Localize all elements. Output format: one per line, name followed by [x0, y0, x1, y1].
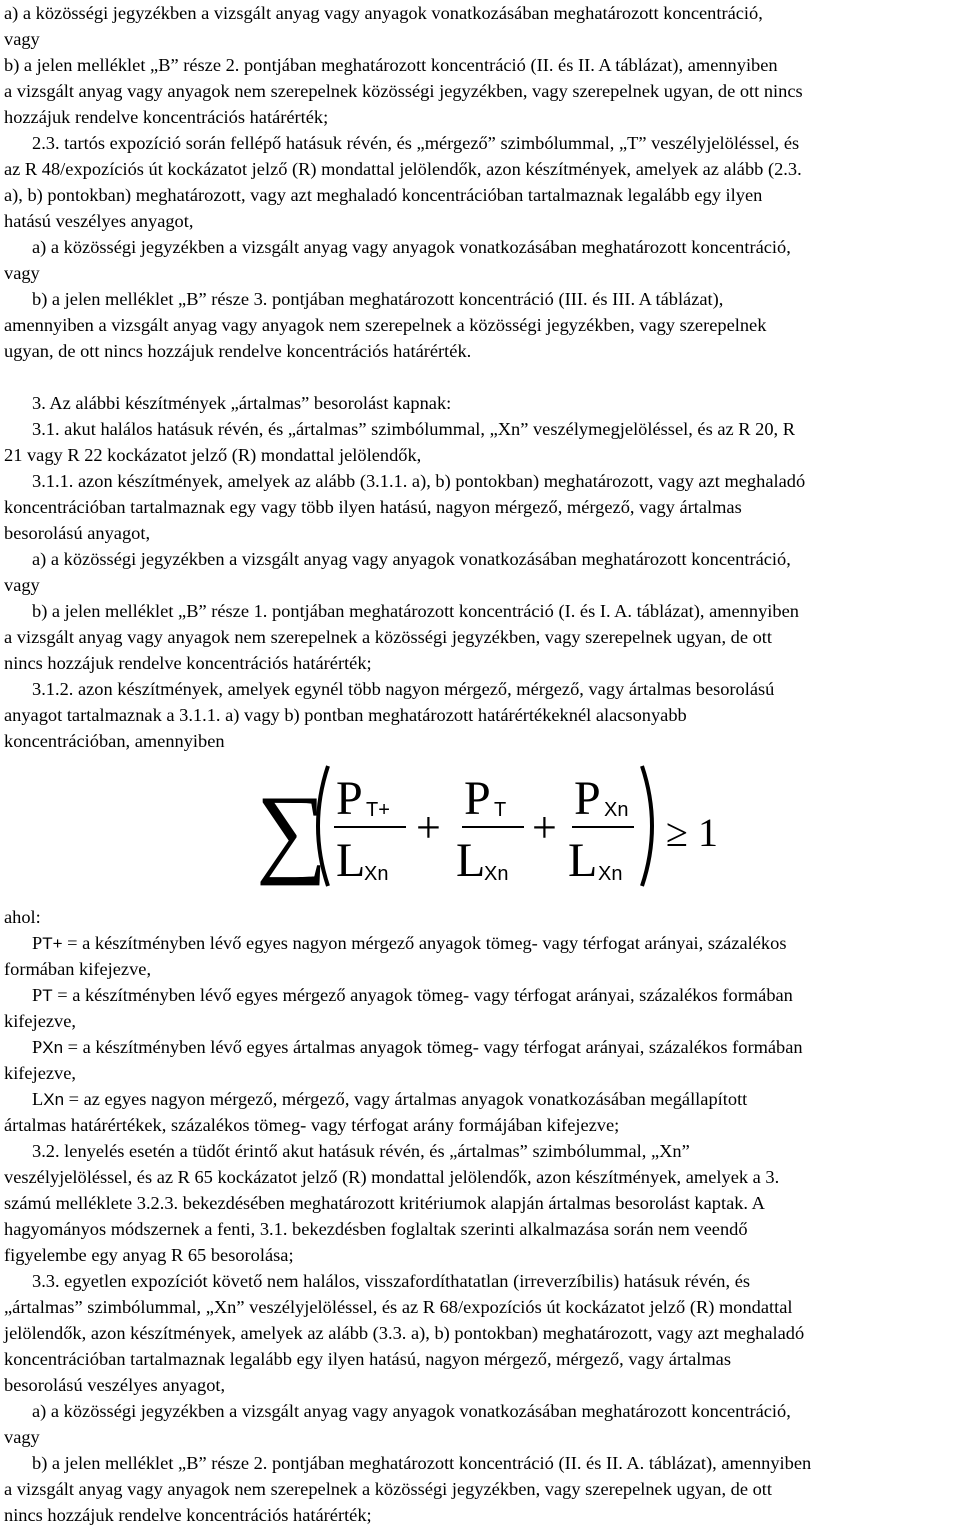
text-line: „ártalmas” szimbólummal, „Xn” veszélyjelöléssel, és az R 68/expozíciós út kockázatot jelző (R) mondattal — [4, 1297, 793, 1317]
definition-symbol: P — [32, 933, 43, 953]
text-line: 3.1. akut halálos hatásuk révén, és „ártalmas” szimbólummal, „Xn” veszélymegjelöléssel, és az R 20, R — [32, 419, 795, 439]
definition-symbol: P — [32, 985, 43, 1005]
section-3-heading: 3. Az alábbi készítmények „ártalmas” besorolást kapnak: — [32, 393, 452, 413]
text-line: ártalmas határértékek, százalékos tömeg- vagy térfogat arány formájában kifejezve; — [4, 1115, 620, 1135]
definition-line — [4, 930, 954, 956]
subscript-xn: Xn — [364, 863, 389, 885]
section-3-2 — [4, 1138, 954, 1268]
text-line: figyelembe egy anyag R 65 besorolása; — [4, 1245, 294, 1265]
right-paren — [642, 766, 652, 886]
text-line: a vizsgált anyag vagy anyagok nem szerepelnek közösségi jegyzékben, vagy szerepelnek ugyan, de ott nincs — [4, 81, 803, 101]
text-line: vagy — [4, 1427, 40, 1447]
text-line: besorolású anyagot, — [4, 523, 151, 543]
text-line: 3.3. egyetlen expozíciót követő nem halálos, visszafordíthatatlan (irreverzíbilis) hatásuk révén, és — [32, 1271, 751, 1291]
definition-line — [4, 982, 954, 1008]
text-line: koncentrációban tartalmaznak egy vagy több ilyen hatású, nagyon mérgező, mérgező, vagy ártalmas — [4, 497, 742, 517]
text-line: a) a közösségi jegyzékben a vizsgált anyag vagy anyagok vonatkozásában meghatározott koncentráció, — [4, 3, 763, 23]
text-line: hozzájuk rendelve koncentrációs határérték; — [4, 107, 329, 127]
text-line: nincs hozzájuk rendelve koncentrációs határérték; — [4, 653, 372, 673]
subscript-t: T — [494, 799, 507, 821]
subscript-xn: Xn — [598, 863, 623, 885]
section-3 — [4, 390, 954, 754]
text-line: koncentrációban, amennyiben — [4, 731, 225, 751]
text-line: számú melléklete 3.2.3. bekezdésében meghatározott kritériumok alapján ártalmas besorolást kaptak. A — [4, 1193, 765, 1213]
definition-subscript: T+ — [42, 934, 63, 953]
definitions — [4, 904, 954, 1138]
subscript-xn: Xn — [484, 863, 509, 885]
text-line: koncentrációban tartalmaznak legalább egy ilyen hatású, nagyon mérgező, mérgező, vagy ártalmas — [4, 1349, 731, 1369]
text-line: 3.1.1. azon készítmények, amelyek az alább (3.1.1. a), b) pontokban) meghatározott, vagy azt meghaladó — [32, 471, 806, 491]
text-line: formában kifejezve, — [4, 959, 152, 979]
text-line: a) a közösségi jegyzékben a vizsgált anyag vagy anyagok vonatkozásában meghatározott koncentráció, — [32, 237, 791, 257]
definition-symbol: L — [32, 1089, 44, 1109]
section-2-3 — [4, 130, 954, 364]
additivity-formula — [4, 754, 954, 904]
numerator-p: P — [574, 772, 601, 825]
text-line: hatású veszélyes anyagot, — [4, 211, 194, 231]
subscript-tplus: T+ — [366, 799, 390, 821]
numerator-p: P — [464, 772, 491, 825]
definition-line — [4, 1034, 954, 1060]
greater-equal-one: ≥ 1 — [666, 810, 718, 855]
text-line: b) a jelen melléklet „B” része 2. pontjában meghatározott koncentráció (II. és II. A táblázat), amennyiben — [4, 55, 778, 75]
subscript-xn: Xn — [604, 799, 629, 821]
text-line: a) a közösségi jegyzékben a vizsgált anyag vagy anyagok vonatkozásában meghatározott koncentráció, — [32, 1401, 791, 1421]
numerator-p: P — [336, 772, 363, 825]
text-line: b) a jelen melléklet „B” része 3. pontjában meghatározott koncentráció (III. és III. A táblázat), — [32, 289, 724, 309]
text-line: ugyan, de ott nincs hozzájuk rendelve koncentrációs határérték. — [4, 341, 472, 361]
definition-symbol: P — [32, 1037, 43, 1057]
text-line: vagy — [4, 29, 40, 49]
definition-text: = a készítményben lévő egyes nagyon mérgező anyagok tömeg- vagy térfogat arányai, százalékos — [62, 933, 787, 953]
text-line: besorolású veszélyes anyagot, — [4, 1375, 226, 1395]
text-line: b) a jelen melléklet „B” része 2. pontjában meghatározott koncentráció (II. és II. A. táblázat), amennyiben — [32, 1453, 812, 1473]
text-line: a) a közösségi jegyzékben a vizsgált anyag vagy anyagok vonatkozásában meghatározott koncentráció, — [32, 549, 791, 569]
text-line: kifejezve, — [4, 1063, 76, 1083]
blank-line — [4, 364, 954, 390]
text-line: 3.2. lenyelés esetén a tüdőt érintő akut hatásuk révén, és „ártalmas” szimbólummal, „Xn” — [32, 1141, 690, 1161]
text-line: vagy — [4, 263, 40, 283]
denominator-l: L — [456, 834, 486, 887]
definition-line — [4, 1086, 954, 1112]
text-line: amennyiben a vizsgált anyag vagy anyagok nem szerepelnek a közösségi jegyzékben, vagy szerepelnek — [4, 315, 767, 335]
denominator-l: L — [336, 834, 366, 887]
definitions-intro: ahol: — [4, 907, 41, 927]
text-line: hagyományos módszernek a fenti, 3.1. bekezdésben foglaltak szerinti alkalmazása során nem veendő — [4, 1219, 748, 1239]
text-line: kifejezve, — [4, 1011, 76, 1031]
definition-text: = az egyes nagyon mérgező, mérgező, vagy ártalmas anyagok vonatkozásában megállapított — [64, 1089, 748, 1109]
text-line: b) a jelen melléklet „B” része 1. pontjában meghatározott koncentráció (I. és I. A. táblázat), amennyiben — [32, 601, 799, 621]
document-page — [4, 0, 954, 1528]
formula-graphic — [256, 754, 736, 904]
definition-subscript: Xn — [42, 1038, 64, 1057]
plus-sign: + — [416, 803, 441, 852]
definition-text: = a készítményben lévő egyes mérgező anyagok tömeg- vagy térfogat arányai, százalékos formában — [52, 985, 793, 1005]
text-line: a vizsgált anyag vagy anyagok nem szerepelnek a közösségi jegyzékben, vagy szerepelnek ugyan, de ott — [4, 627, 773, 647]
text-line: 3.1.2. azon készítmények, amelyek egynél több nagyon mérgező, mérgező, vagy ártalmas besorolású — [32, 679, 775, 699]
text-line: jelölendők, azon készítmények, amelyek az alább (3.3. a), b) pontokban) meghatározott, vagy azt meghaladó — [4, 1323, 805, 1343]
text-line: 21 vagy R 22 kockázatot jelző (R) mondattal jelölendők, — [4, 445, 422, 465]
denominator-l: L — [568, 834, 598, 887]
text-line: a), b) pontokban) meghatározott, vagy azt meghaladó koncentrációban tartalmaznak legalább egy ilyen — [4, 185, 763, 205]
sigma-symbol: ∑ — [256, 775, 328, 886]
text-line: vagy — [4, 575, 40, 595]
paragraph-concentration-rules — [4, 0, 954, 130]
definition-subscript: Xn — [43, 1090, 65, 1109]
text-line: veszélyjelöléssel, és az R 65 kockázatot jelző (R) mondattal jelölendők, azon készítmények, amelyek a 3. — [4, 1167, 780, 1187]
text-line: 2.3. tartós expozíció során fellépő hatásuk révén, és „mérgező” szimbólummal, „T” veszélyjelöléssel, és — [32, 133, 800, 153]
text-line: anyagot tartalmaznak a 3.1.1. a) vagy b) pontban meghatározott határértékeknél alacsonyabb — [4, 705, 687, 725]
definition-text: = a készítményben lévő egyes ártalmas anyagok tömeg- vagy térfogat arányai, százalékos formában — [63, 1037, 803, 1057]
text-line: a vizsgált anyag vagy anyagok nem szerepelnek a közösségi jegyzékben, vagy szerepelnek ugyan, de ott — [4, 1479, 773, 1499]
plus-sign: + — [532, 803, 557, 852]
section-3-3 — [4, 1268, 954, 1528]
text-line: nincs hozzájuk rendelve koncentrációs határérték; — [4, 1505, 372, 1525]
text-line: az R 48/expozíciós út kockázatot jelző (R) mondattal jelölendők, azon készítmények, amelyek az alább (2.3. — [4, 159, 802, 179]
definition-subscript: T — [42, 986, 53, 1005]
